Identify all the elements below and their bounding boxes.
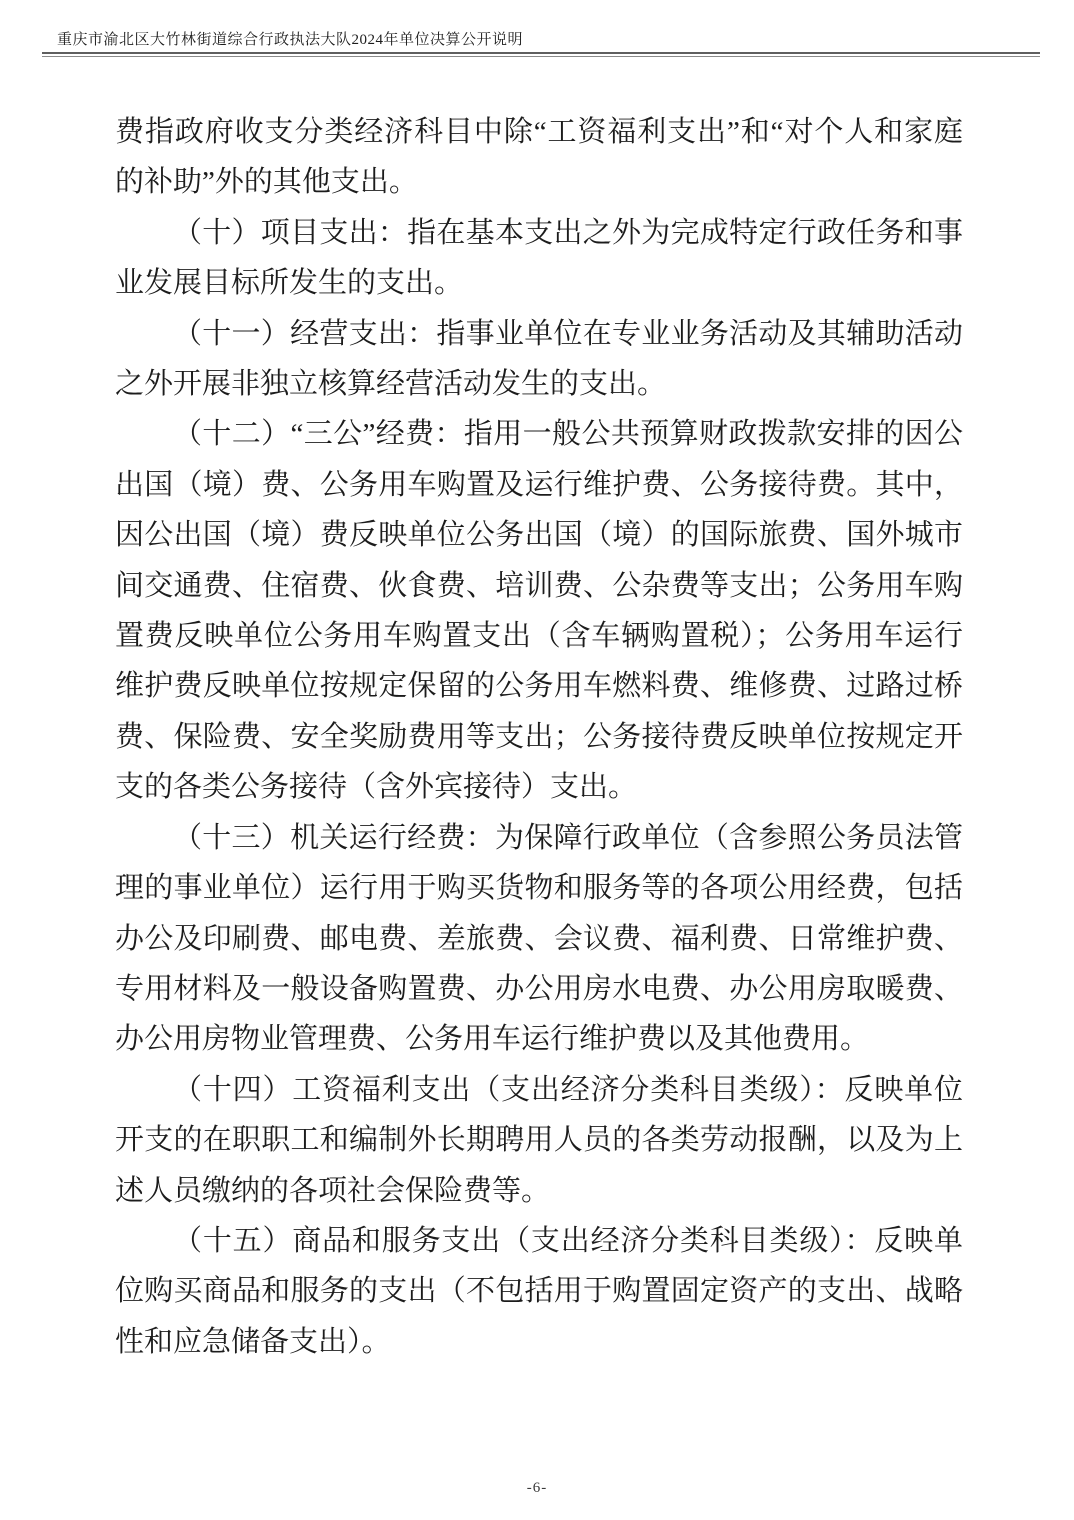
body-paragraph: （十一）经营支出：指事业单位在专业业务活动及其辅助活动之外开展非独立核算经营活动发生的支出。 [115, 317, 963, 401]
body-paragraph: （十）项目支出：指在基本支出之外为完成特定行政任务和事业发展目标所发生的支出。 [115, 216, 963, 300]
body-paragraph: （十三）机关运行经费：为保障行政单位（含参照公务员法管理的事业单位）运行用于购买货物和服务等的各项公用经费，包括办公及印刷费、邮电费、差旅费、会议费、福利费、日常维护费、专用材料及一般设备购置费、办公用房水电费、办公用房取暖费、办公用房物业管理费、公务用车运行维护费以及其他费用。 [115, 821, 963, 1056]
body-paragraph: （十四）工资福利支出（支出经济分类科目类级）：反映单位开支的在职职工和编制外长期聘用人员的各类劳动报酬，以及为上述人员缴纳的各项社会保险费等。 [115, 1073, 963, 1207]
body-paragraph: （十五）商品和服务支出（支出经济分类科目类级）：反映单位购买商品和服务的支出（不包括用于购置固定资产的支出、战略性和应急储备支出）。 [115, 1224, 963, 1358]
page-number: -6- [526, 1480, 548, 1496]
document-body [115, 107, 963, 1367]
body-paragraph: （十二）“三公”经费：指用一般公共预算财政拨款安排的因公出国（境）费、公务用车购置及运行维护费、公务接待费。其中，因公出国（境）费反映单位公务出国（境）的国际旅费、国外城市间交通费、住宿费、伙食费、培训费、公杂费等支出；公务用车购置费反映单位公务用车购置支出（含车辆购置税）；公务用车运行维护费反映单位按规定保留的公务用车燃料费、维修费、过路过桥费、保险费、安全奖励费用等支出；公务接待费反映单位按规定开支的各类公务接待（含外宾接待）支出。 [115, 418, 963, 804]
header-rule-divider [42, 52, 1040, 57]
body-paragraph: 费指政府收支分类经济科目中除“工资福利支出”和“对个人和家庭的补助”外的其他支出。 [115, 116, 963, 199]
document-header-title: 重庆市渝北区大竹林街道综合行政执法大队2024年单位决算公开说明 [57, 32, 524, 48]
